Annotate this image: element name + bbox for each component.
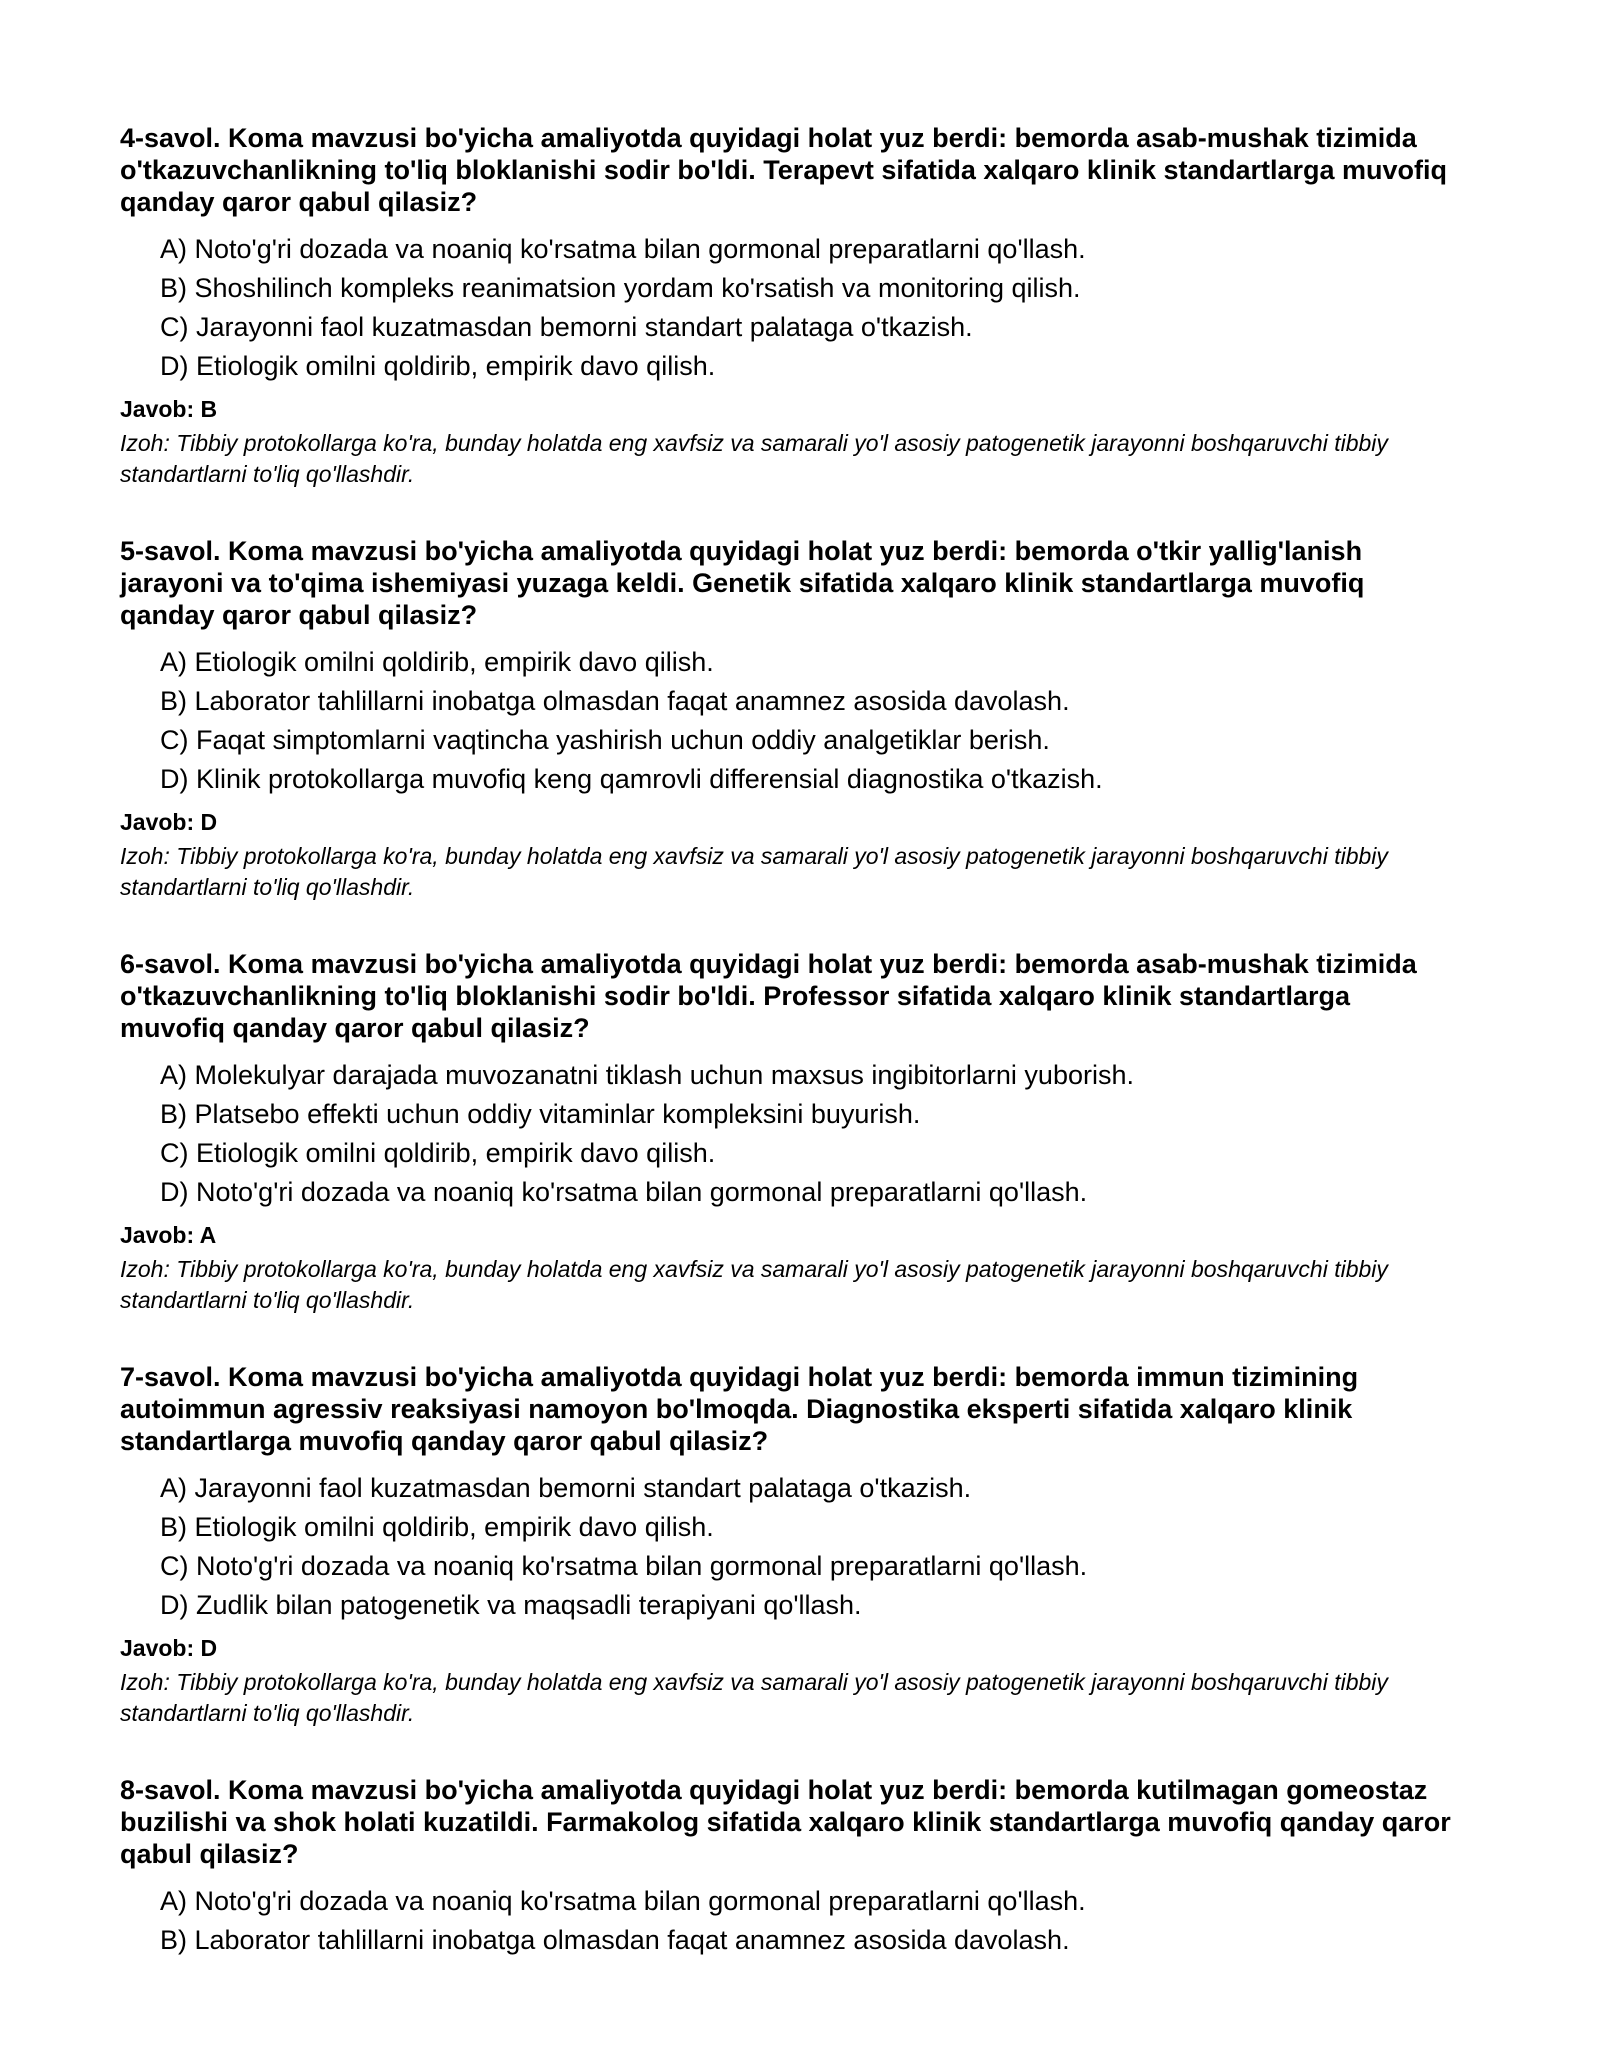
option-a: A) Molekulyar darajada muvozanatni tiklash uchun maxsus ingibitorlarni yuborish. xyxy=(160,1060,1134,1090)
options-list xyxy=(120,1056,1460,1212)
options-list xyxy=(120,1469,1460,1625)
question-block-8 xyxy=(120,1774,1460,1960)
option-d: D) Etiologik omilni qoldirib, empirik davo qilish. xyxy=(160,351,716,381)
question-block-6 xyxy=(120,948,1460,1316)
option-a: A) Jarayonni faol kuzatmasdan bemorni standart palataga o'tkazish. xyxy=(160,1473,972,1503)
document-page xyxy=(120,122,1460,2005)
option-a: A) Noto'g'ri dozada va noaniq ko'rsatma bilan gormonal preparatlarni qo'llash. xyxy=(160,234,1086,264)
question-block-5 xyxy=(120,535,1460,903)
question-block-4 xyxy=(120,122,1460,490)
option-d: D) Noto'g'ri dozada va noaniq ko'rsatma bilan gormonal preparatlarni qo'llash. xyxy=(160,1177,1088,1207)
option-d: D) Zudlik bilan patogenetik va maqsadli terapiyani qo'llash. xyxy=(160,1590,862,1620)
question-block-7 xyxy=(120,1361,1460,1729)
question-text: 6-savol. Koma mavzusi bo'yicha amaliyotda quyidagi holat yuz berdi: bemorda asab-mushak tizimida o'tkazuvchanlikning to'liq bloklanishi sodir bo'ldi. Professor sifatida xalqaro klinik standartlarga muvofiq qanday qaror qabul qilasiz? xyxy=(120,949,1417,1043)
option-b: B) Laborator tahlillarni inobatga olmasdan faqat anamnez asosida davolash. xyxy=(160,686,1070,716)
option-b: B) Etiologik omilni qoldirib, empirik davo qilish. xyxy=(160,1512,714,1542)
question-text: 4-savol. Koma mavzusi bo'yicha amaliyotda quyidagi holat yuz berdi: bemorda asab-mushak tizimida o'tkazuvchanlikning to'liq bloklanishi sodir bo'ldi. Terapevt sifatida xalqaro klinik standartlarga muvofiq qanday qaror qabul qilasiz? xyxy=(120,123,1448,217)
explanation-text: Izoh: Tibbiy protokollarga ko'ra, bunday holatda eng xavfsiz va samarali yo'l asosiy patogenetik jarayonni boshqaruvchi tibbiy standartlarni to'liq qo'llashdir. xyxy=(120,430,1388,487)
options-list xyxy=(120,230,1460,386)
question-text: 7-savol. Koma mavzusi bo'yicha amaliyotda quyidagi holat yuz berdi: bemorda immun tizimining autoimmun agressiv reaksiyasi namoyon bo'lmoqda. Diagnostika eksperti sifatida xalqaro klinik standartlarga muvofiq qanday qaror qabul qilasiz? xyxy=(120,1362,1359,1456)
explanation-text: Izoh: Tibbiy protokollarga ko'ra, bunday holatda eng xavfsiz va samarali yo'l asosiy patogenetik jarayonni boshqaruvchi tibbiy standartlarni to'liq qo'llashdir. xyxy=(120,1256,1388,1313)
option-c: C) Jarayonni faol kuzatmasdan bemorni standart palataga o'tkazish. xyxy=(160,312,973,342)
option-a: A) Etiologik omilni qoldirib, empirik davo qilish. xyxy=(160,647,714,677)
option-c: C) Etiologik omilni qoldirib, empirik davo qilish. xyxy=(160,1138,716,1168)
options-list xyxy=(120,1882,1460,1960)
option-b: B) Laborator tahlillarni inobatga olmasdan faqat anamnez asosida davolash. xyxy=(160,1925,1070,1955)
option-a: A) Noto'g'ri dozada va noaniq ko'rsatma bilan gormonal preparatlarni qo'llash. xyxy=(160,1886,1086,1916)
answer-label: Javob: D xyxy=(120,809,218,835)
answer-label: Javob: B xyxy=(120,396,218,422)
explanation-text: Izoh: Tibbiy protokollarga ko'ra, bunday holatda eng xavfsiz va samarali yo'l asosiy patogenetik jarayonni boshqaruvchi tibbiy standartlarni to'liq qo'llashdir. xyxy=(120,1669,1388,1726)
option-b: B) Platsebo effekti uchun oddiy vitaminlar kompleksini buyurish. xyxy=(160,1099,921,1129)
option-c: C) Noto'g'ri dozada va noaniq ko'rsatma bilan gormonal preparatlarni qo'llash. xyxy=(160,1551,1088,1581)
question-text: 5-savol. Koma mavzusi bo'yicha amaliyotda quyidagi holat yuz berdi: bemorda o'tkir yallig'lanish jarayoni va to'qima ishemiyasi yuzaga keldi. Genetik sifatida xalqaro klinik standartlarga muvofiq qanday qaror qabul qilasiz? xyxy=(120,536,1365,630)
option-d: D) Klinik protokollarga muvofiq keng qamrovli differensial diagnostika o'tkazish. xyxy=(160,764,1103,794)
answer-label: Javob: A xyxy=(120,1222,217,1248)
explanation-text: Izoh: Tibbiy protokollarga ko'ra, bunday holatda eng xavfsiz va samarali yo'l asosiy patogenetik jarayonni boshqaruvchi tibbiy standartlarni to'liq qo'llashdir. xyxy=(120,843,1388,900)
answer-label: Javob: D xyxy=(120,1635,218,1661)
option-c: C) Faqat simptomlarni vaqtincha yashirish uchun oddiy analgetiklar berish. xyxy=(160,725,1050,755)
option-b: B) Shoshilinch kompleks reanimatsion yordam ko'rsatish va monitoring qilish. xyxy=(160,273,1081,303)
options-list xyxy=(120,643,1460,799)
question-text: 8-savol. Koma mavzusi bo'yicha amaliyotda quyidagi holat yuz berdi: bemorda kutilmagan gomeostaz buzilishi va shok holati kuzatildi. Farmakolog sifatida xalqaro klinik standartlarga muvofiq qanday qaror qabul qilasiz? xyxy=(120,1775,1451,1869)
